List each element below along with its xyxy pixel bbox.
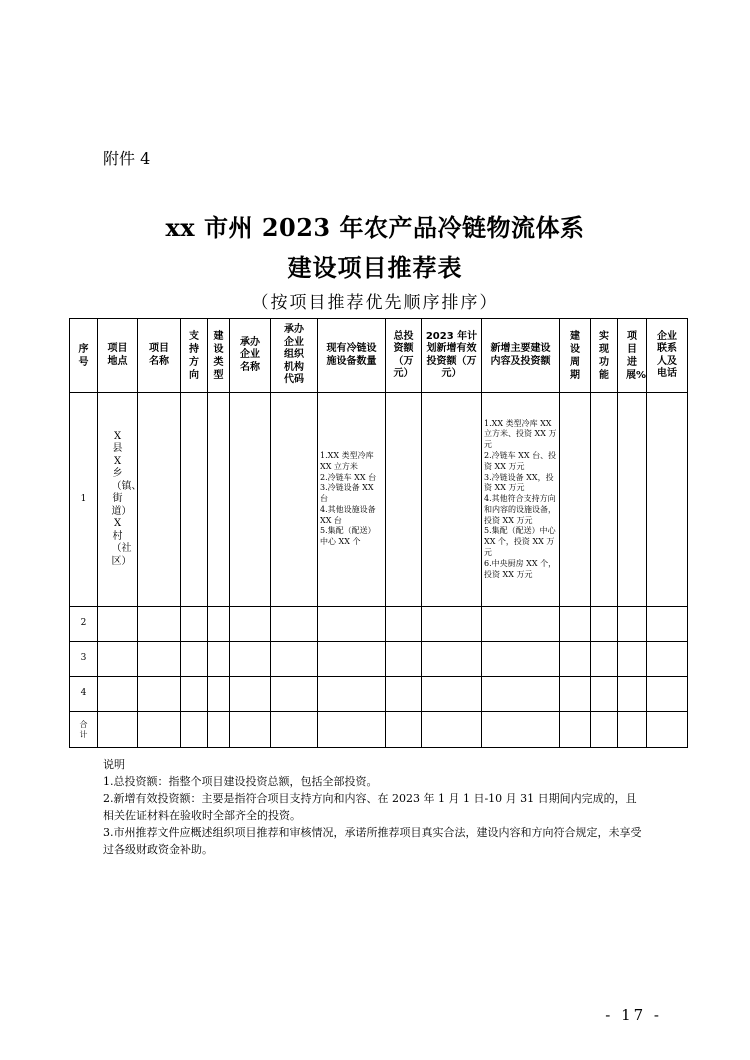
notes-heading: 说明 xyxy=(103,758,125,771)
table-row xyxy=(70,642,688,677)
notes-section xyxy=(103,756,643,858)
row1-name xyxy=(138,393,181,607)
header-company: 承办企业名称 xyxy=(230,319,271,393)
note-item: 1.总投资额：指整个项目建设投资总额，包括全部投资。 xyxy=(103,775,378,789)
header-contact: 企业联系人及电话 xyxy=(647,319,688,393)
header-org-code: 承办企业组织机构代码 xyxy=(271,319,318,393)
row1-seq: 1 xyxy=(70,393,98,607)
row1-contact xyxy=(647,393,688,607)
header-new-content: 新增主要建设内容及投资额 xyxy=(482,319,560,393)
row1-existing: 1.XX 类型冷库 XX 立方米 2.冷链车 XX 台 3.冷链设备 XX 台 4.其他设施设备 XX 台 5.集配（配送）中心 XX 个 xyxy=(318,393,386,607)
row1-progress xyxy=(618,393,647,607)
header-direction: 支持方向 xyxy=(181,319,208,393)
table-row xyxy=(70,607,688,642)
header-name: 项目名称 xyxy=(138,319,181,393)
row1-location: X 县 X 乡（镇、街道）X 村（社区） xyxy=(98,393,138,607)
row1-company xyxy=(230,393,271,607)
row1-period xyxy=(560,393,591,607)
document-title-line1: xx 市州 2023 年农产品冷链物流体系 xyxy=(165,213,585,242)
header-existing: 现有冷链设施设备数量 xyxy=(318,319,386,393)
header-function: 实现功能 xyxy=(591,319,618,393)
row1-total-invest xyxy=(386,393,422,607)
header-seq: 序号 xyxy=(70,319,98,393)
row1-planned-invest xyxy=(422,393,482,607)
row1-type xyxy=(208,393,230,607)
row2-seq: 2 xyxy=(70,607,98,642)
row1-new-content: 1.XX 类型冷库 XX 立方米、投资 XX 万元 2.冷链车 XX 台、投资 XX 万元 3.冷链设备 XX，投资 XX 万元 4.其他符合支持方向和内容的设施设备，投资 XX 万元 5.集配（配送）中心 XX 个，投资 XX 万元 6.中央厨房 XX 个，投资 XX 万元 xyxy=(482,393,560,607)
row1-org-code xyxy=(271,393,318,607)
note-item: 2.新增有效投资额：主要是指符合项目支持方向和内容、在 2023 年 1 月 1 日-10 月 31 日期间内完成的，且相关佐证材料在验收时全部齐全的投资。 xyxy=(103,792,637,823)
table-row xyxy=(70,677,688,712)
table-total-row xyxy=(70,712,688,748)
row1-function xyxy=(591,393,618,607)
row3-seq: 3 xyxy=(70,642,98,677)
header-period: 建设周期 xyxy=(560,319,591,393)
total-label: 合计 xyxy=(70,712,98,748)
table-row xyxy=(70,393,688,607)
row1-direction xyxy=(181,393,208,607)
header-planned-invest: 2023 年计划新增有效投资额（万元） xyxy=(422,319,482,393)
note-item: 3.市州推荐文件应概述组织项目推荐和审核情况，承诺所推荐项目真实合法，建设内容和方向符合规定，未享受过各级财政资金补助。 xyxy=(103,826,642,857)
document-title-line2: 建设项目推荐表 xyxy=(287,253,463,282)
header-progress: 项目进展% xyxy=(618,319,647,393)
page-number: - 17 - xyxy=(605,1006,662,1024)
attachment-label: 附件 4 xyxy=(103,149,151,168)
document-subtitle: （按项目推荐优先顺序排序） xyxy=(251,293,499,313)
header-total-invest: 总投资额（万元） xyxy=(386,319,422,393)
project-recommendation-table xyxy=(69,318,688,748)
table-header-row xyxy=(70,319,688,393)
header-location: 项目地点 xyxy=(98,319,138,393)
header-type: 建设类型 xyxy=(208,319,230,393)
row4-seq: 4 xyxy=(70,677,98,712)
